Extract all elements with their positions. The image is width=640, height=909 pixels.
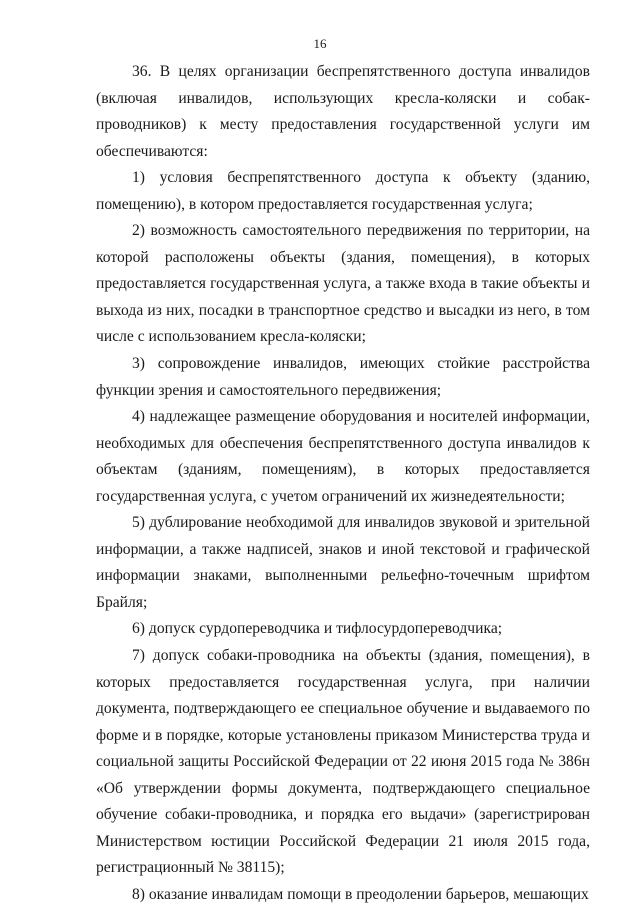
paragraph-36: 36. В целях организации беспрепятственного доступа инвалидов (включая инвалидов, использующих кресла-коляски и собак-проводников) к месту предоставления государственной услуги им обеспечиваются:	[96, 63, 590, 160]
page-number: 16	[313, 36, 327, 51]
list-item-7: 7) допуск собаки-проводника на объекты (здания, помещения), в которых предоставляется государственная услуга, при наличии документа, подтверждающего ее специальное обучение и выдаваемого по форме и в порядке, которые установлены приказом Министерства труда и социальной защиты Российской Федерации от 22 июня 2015 года № 386н «Об утверждении формы документа, подтверждающего специальное обучение собаки-проводника, и порядка его выдачи» (зарегистрирован Министерством юстиции Российской Федерации 21 июля 2015 года, регистрационный № 38115);	[96, 647, 590, 877]
list-item-8: 8) оказание инвалидам помощи в преодолении барьеров, мешающих	[132, 885, 589, 903]
list-item-1: 1) условия беспрепятственного доступа к объекту (зданию, помещению), в котором предоставляется государственная услуга;	[96, 169, 590, 213]
list-item-5: 5) дублирование необходимой для инвалидов звуковой и зрительной информации, а также надписей, знаков и иной текстовой и графической информации знаками, выполненными рельефно-точечным шрифтом Брайля;	[96, 514, 590, 611]
list-item-2: 2) возможность самостоятельного передвижения по территории, на которой расположены объекты (здания, помещения), в которых предоставляется государственная услуга, а также входа в такие объекты и выхода из них, посадки в транспортное средство и высадки из него, в том числе с использованием кресла-коляски;	[96, 222, 590, 346]
list-item-4: 4) надлежащее размещение оборудования и носителей информации, необходимых для обеспечения беспрепятственного доступа инвалидов к объектам (зданиям, помещениям), в которых предоставляется государственная услуга, с учетом ограничений их жизнедеятельности;	[96, 408, 590, 505]
document-body	[96, 59, 590, 909]
list-item-3: 3) сопровождение инвалидов, имеющих стойкие расстройства функции зрения и самостоятельного передвижения;	[96, 355, 590, 399]
list-item-6: 6) допуск сурдопереводчика и тифлосурдопереводчика;	[132, 620, 503, 638]
